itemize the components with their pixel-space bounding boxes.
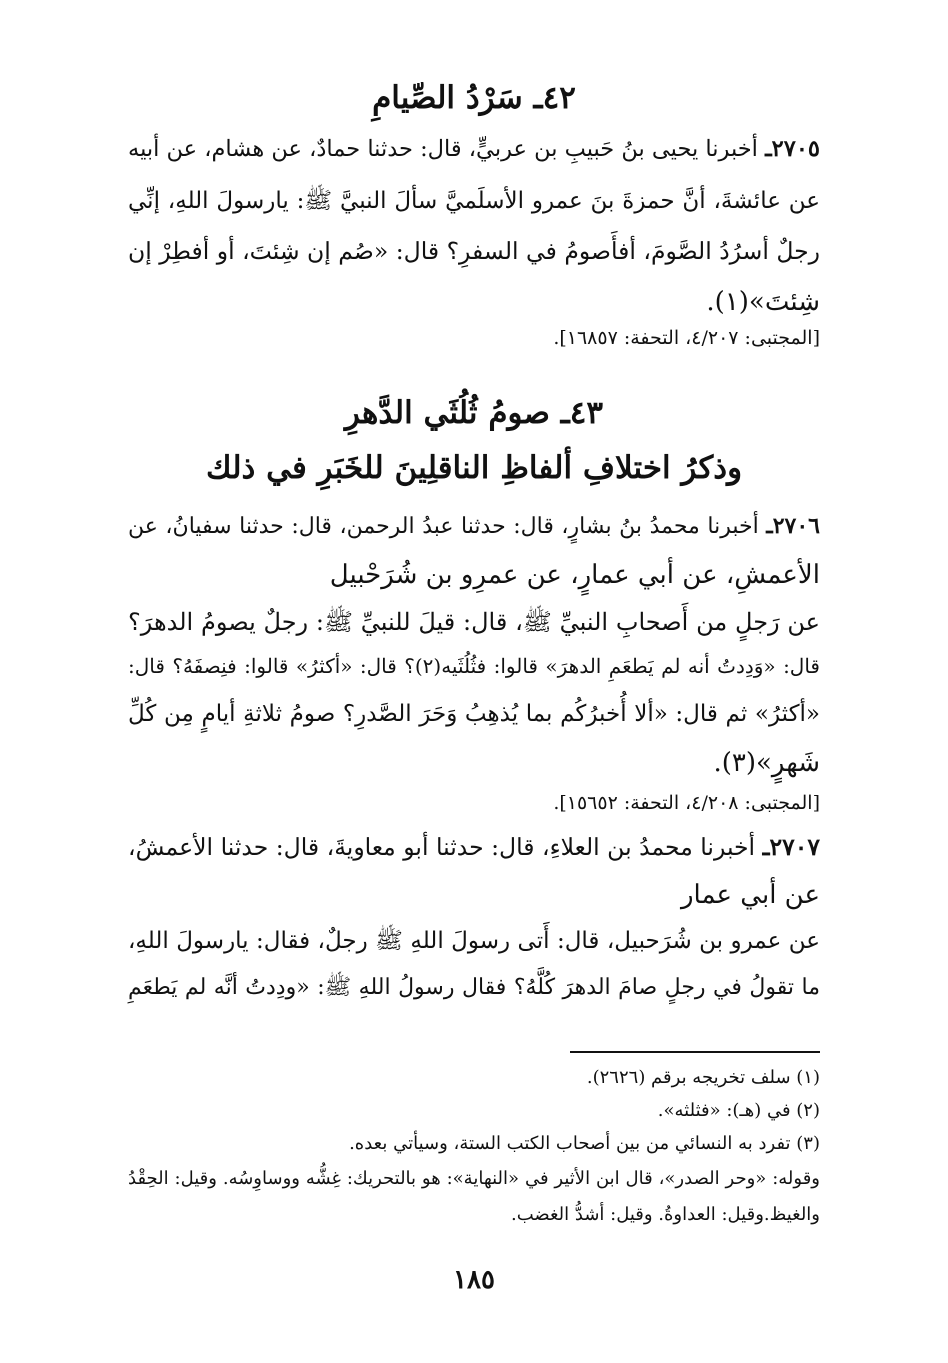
hadith-2706-line-6: شَهرٍ»(٣). — [713, 748, 820, 778]
hadith-2706-line-5: «أكثرُ» ثم قال: «ألا أُخبرُكُم بما يُذهِبُ وَحَرَ الصَّدرِ؟ صومُ ثلاثةِ أيامٍ مِن كُلِّ — [128, 701, 820, 727]
hadith-2706-line-1: ٢٧٠٦ـ أخبرنا محمدُ بنُ بشارٍ، قال: حدثنا عبدُ الرحمن، قال: حدثنا سفيانُ، عن — [128, 513, 820, 539]
hadith-number: ٢٧٠٧ـ — [762, 833, 820, 861]
hadith-2705-line-3: رجلٌ أسرُدُ الصَّومَ، أفأَصومُ في السفرِ؟ قال: «صُم إن شِئتَ، أو أفطِرْ إن — [128, 237, 820, 265]
hadith-2705-line-4: شِئتَ»(١). — [706, 287, 820, 317]
hadith-2707-line-2: عن أبي عمار — [681, 880, 820, 910]
hadith-2707-line-4: ما تقولُ في رجلٍ صامَ الدهرَ كُلَّهُ؟ فقال رسولُ اللهِ ﷺ: «ودِدتُ أنَّه لم يَطعَمِ — [128, 975, 820, 1000]
hadith-2705-line-1: ٢٧٠٥ـ أخبرنا يحيى بنُ حَبيبِ بن عربيٍّ، قال: حدثنا حمادٌ، عن هشام، عن أبيه — [128, 136, 821, 162]
page-number: ١٨٥ — [453, 1265, 495, 1295]
footnote-2: (٢) في (هـ): «فثلثه». — [657, 1100, 820, 1121]
hadith-number: ٢٧٠٥ـ — [765, 136, 821, 162]
footnote-3-continuation-2: والغيظ.وقيل: العداوةُ. وقيل: أشدُّ الغضب. — [510, 1204, 820, 1225]
chapter-heading-42: ٤٢ـ سَرْدُ الصِّيامِ — [372, 80, 576, 116]
hadith-2707-line-3: عن عمرو بن شُرَحبيل، قال: أَتى رسولَ اللهِ ﷺ رجلٌ، فقال: يارسولَ اللهِ، — [128, 928, 820, 954]
hadith-2706-line-2: الأعمشِ، عن أبي عمارٍ، عن عمرِو بن شُرَحْبيل — [329, 560, 820, 590]
footnote-1: (١) سلف تخريجه برقم (٢٦٢٦). — [586, 1067, 820, 1088]
chapter-subheading-43: وذكرُ اختلافِ ألفاظِ الناقلِينَ للخَبَرِ في ذلك — [205, 450, 743, 486]
footnote-3-continuation-1: وقوله: «وحر الصدر»، قال ابن الأثير في «النهاية»: هو بالتحريك: غِشُّه ووساوِسُه. وقيل: الحِقْدُ — [128, 1168, 820, 1189]
source-reference: [المجتبى: ٤/٢٠٨، التحفة: ١٥٦٥٢]. — [553, 792, 820, 814]
hadith-number: ٢٧٠٦ـ — [766, 513, 820, 539]
footnote-3: (٣) تفرد به النسائي من بين أصحاب الكتب الستة، وسيأتي بعده. — [349, 1133, 820, 1154]
source-reference: [المجتبى: ٤/٢٠٧، التحفة: ١٦٨٥٧]. — [553, 327, 820, 349]
chapter-heading-43: ٤٣ـ صومُ ثُلُثَي الدَّهرِ — [344, 395, 604, 431]
hadith-2705-line-2: عن عائشةَ، أنَّ حمزةَ بنَ عمرو الأسلَميَّ سألَ النبيَّ ﷺ: يارسولَ اللهِ، إنِّي — [128, 188, 820, 214]
footnote-separator — [570, 1051, 820, 1053]
hadith-2707-line-1: ٢٧٠٧ـ أخبرنا محمدُ بن العلاءِ، قال: حدثنا أبو معاويةَ، قال: حدثنا الأعمشُ، — [128, 833, 820, 861]
hadith-2706-line-3: عن رَجلٍ من أَصحابِ النبيِّ ﷺ، قال: قيلَ للنبيِّ ﷺ: رجلٌ يصومُ الدهرَ؟ — [128, 608, 820, 636]
hadith-2706-line-4: قال: «وَدِدتُ أنه لم يَطعَمِ الدهرَ» قالوا: فثُلُثَيه(٢)؟ قال: «أكثرُ» قالوا: فنِصفَهُ؟ قال: — [128, 654, 820, 678]
